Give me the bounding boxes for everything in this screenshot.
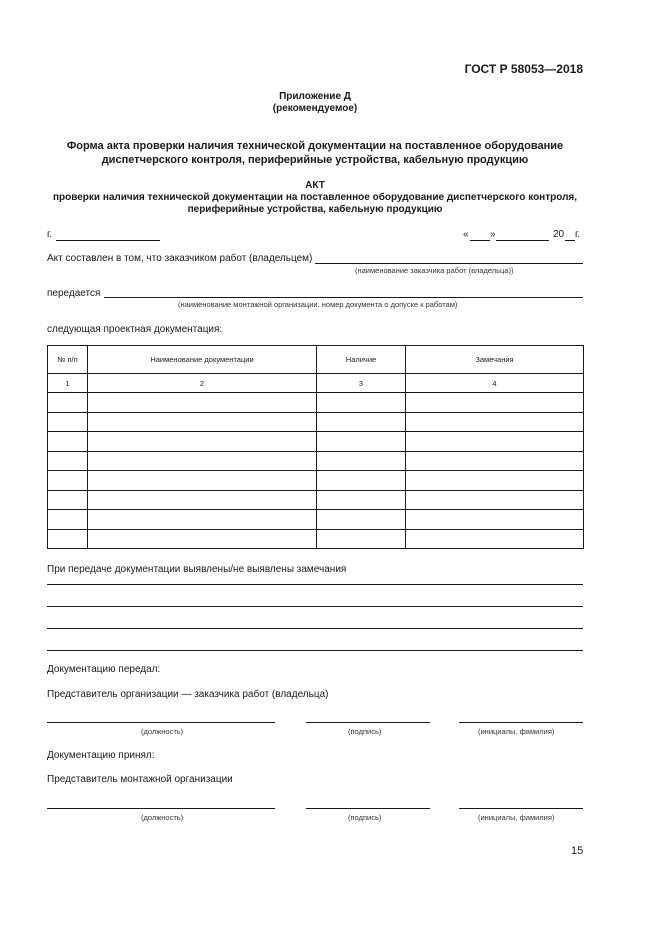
handed-name-hint: (инициалы, фамилия) [478, 727, 555, 736]
remarks-label: При передаче документации выявлены/не выявлены замечания [47, 564, 347, 575]
composed-label: Акт составлен в том, что заказчиком работ (владельцем) [47, 253, 313, 264]
received-signature-hint: (подпись) [348, 813, 382, 822]
table-cell[interactable] [48, 529, 88, 549]
col-header-presence: Наличие [317, 346, 406, 374]
table-row [48, 393, 584, 413]
day-field[interactable] [470, 240, 490, 241]
table-row [48, 432, 584, 452]
table-row [48, 412, 584, 432]
table-cell[interactable] [88, 510, 317, 530]
table-column-numbers-row [48, 374, 584, 393]
table-cell[interactable] [48, 412, 88, 432]
table-cell[interactable] [48, 490, 88, 510]
received-position-hint: (должность) [141, 813, 184, 822]
handed-position-hint: (должность) [141, 727, 184, 736]
remarks-line[interactable] [47, 628, 583, 629]
table-cell[interactable] [317, 412, 406, 432]
table-cell[interactable] [406, 510, 584, 530]
table-cell[interactable] [48, 510, 88, 530]
act-title: АКТ [305, 180, 325, 191]
table-cell[interactable] [406, 393, 584, 413]
customer-hint: (наименование заказчика работ (владельца)) [355, 266, 514, 275]
organization-hint: (наименование монтажной организации, номер документа о допуске к работам) [178, 300, 458, 309]
table-cell[interactable] [88, 451, 317, 471]
year-suffix: г. [575, 229, 581, 240]
table-cell[interactable] [48, 451, 88, 471]
table-row [48, 490, 584, 510]
page-number: 15 [571, 845, 584, 857]
table-row [48, 510, 584, 530]
form-title-line2: диспетчерского контроля, периферийные устройства, кабельную продукцию [101, 154, 529, 166]
table-cell[interactable] [88, 393, 317, 413]
table-cell[interactable] [317, 393, 406, 413]
col-number-3: 3 [317, 374, 406, 393]
handed-position-field[interactable] [47, 722, 275, 723]
remarks-line[interactable] [47, 606, 583, 607]
table-cell[interactable] [406, 471, 584, 491]
col-number-2: 2 [88, 374, 317, 393]
table-cell[interactable] [406, 529, 584, 549]
table-row [48, 471, 584, 491]
following-label: следующая проектная документация: [47, 324, 223, 335]
table-cell[interactable] [48, 393, 88, 413]
act-subtitle-line2: периферийные устройства, кабельную продукцию [187, 204, 443, 215]
documentation-table [47, 345, 584, 549]
col-header-remarks: Замечания [406, 346, 584, 374]
handed-label: Документацию передал: [47, 664, 161, 675]
received-position-field[interactable] [47, 808, 275, 809]
handed-signature-hint: (подпись) [348, 727, 382, 736]
received-label: Документацию принял: [47, 750, 155, 761]
table-cell[interactable] [406, 451, 584, 471]
col-header-number: № п/п [48, 346, 88, 374]
handed-name-field[interactable] [459, 722, 583, 723]
transfers-label: передается [47, 288, 101, 299]
date-close-quote: » [490, 229, 496, 240]
table-cell[interactable] [48, 471, 88, 491]
month-field[interactable] [496, 240, 549, 241]
organization-field[interactable] [104, 297, 583, 298]
remarks-line[interactable] [47, 650, 583, 651]
table-cell[interactable] [317, 510, 406, 530]
col-number-1: 1 [48, 374, 88, 393]
table-cell[interactable] [317, 451, 406, 471]
date-open-quote: « [463, 229, 469, 240]
standard-number: ГОСТ Р 58053—2018 [464, 62, 583, 76]
appendix-title: Приложение Д [279, 91, 351, 102]
table-cell[interactable] [48, 432, 88, 452]
table-cell[interactable] [317, 432, 406, 452]
handed-signature-field[interactable] [306, 722, 430, 723]
table-cell[interactable] [88, 529, 317, 549]
table-row [48, 451, 584, 471]
table-cell[interactable] [317, 529, 406, 549]
received-signature-field[interactable] [306, 808, 430, 809]
city-prefix: г. [47, 229, 53, 240]
table-header-row [48, 346, 584, 374]
table-cell[interactable] [88, 471, 317, 491]
remarks-line[interactable] [47, 584, 583, 585]
customer-field[interactable] [315, 263, 583, 264]
form-title-line1: Форма акта проверки наличия технической документации на поставленное оборудование [66, 140, 564, 152]
city-field[interactable] [56, 240, 160, 241]
table-row [48, 529, 584, 549]
table-cell[interactable] [317, 490, 406, 510]
appendix-status: (рекомендуемое) [272, 103, 358, 114]
handed-representative: Представитель организации — заказчика работ (владельца) [47, 689, 329, 700]
table-cell[interactable] [317, 471, 406, 491]
table-cell[interactable] [88, 490, 317, 510]
table-cell[interactable] [406, 490, 584, 510]
act-subtitle-line1: проверки наличия технической документации на поставленное оборудование диспетчерского контроля, [52, 192, 578, 203]
year-field[interactable] [565, 240, 575, 241]
table-cell[interactable] [88, 432, 317, 452]
table-cell[interactable] [88, 412, 317, 432]
col-header-name: Наименование документации [88, 346, 317, 374]
year-prefix: 20 [553, 229, 565, 240]
received-name-field[interactable] [459, 808, 583, 809]
received-name-hint: (инициалы, фамилия) [478, 813, 555, 822]
col-number-4: 4 [406, 374, 584, 393]
received-representative: Представитель монтажной организации [47, 774, 233, 785]
table-cell[interactable] [406, 432, 584, 452]
table-cell[interactable] [406, 412, 584, 432]
